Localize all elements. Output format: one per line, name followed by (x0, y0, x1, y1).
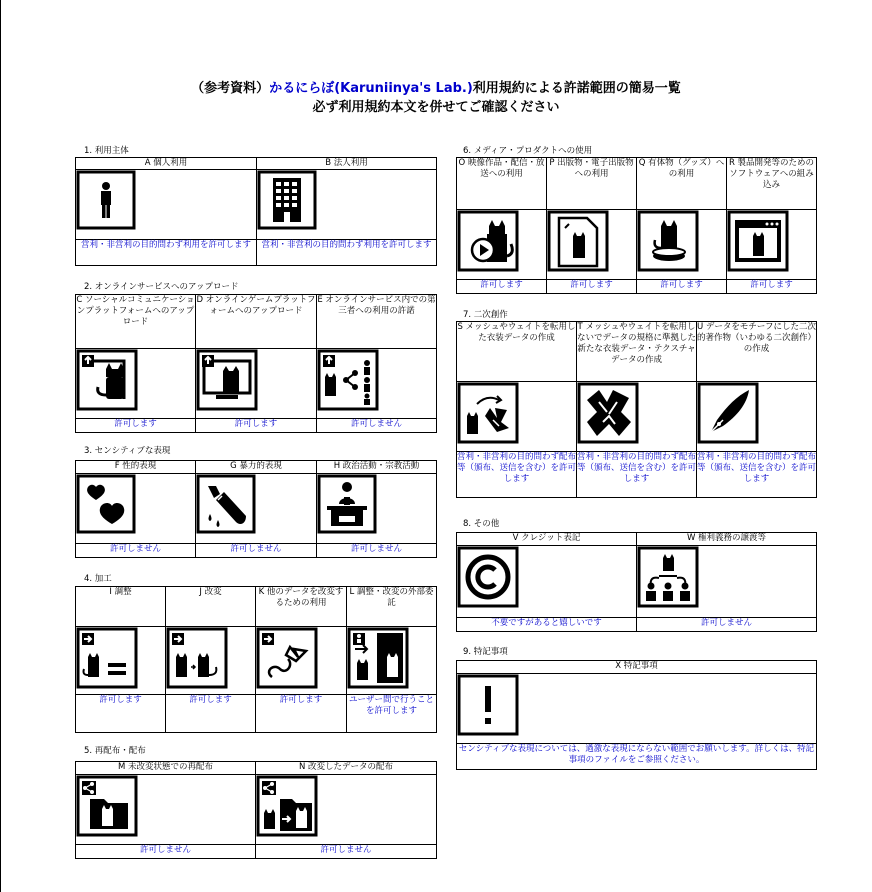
item-header: G 暴力的表現 (196, 461, 317, 474)
item-header: A 個人利用 (76, 158, 257, 170)
item-header: M 未改変状態での再配布 (76, 762, 256, 775)
item-header: Q 有体物（グッズ）への利用 (637, 158, 727, 210)
person-icon (76, 170, 256, 230)
video-cat-icon (457, 210, 546, 272)
redistribute-icon (76, 775, 255, 837)
section-title: 8. その他 (463, 519, 500, 529)
item-footer: 許可しません (76, 544, 196, 558)
item-footer: 許可しません (256, 845, 437, 859)
item-footer: 許可しません (637, 618, 817, 632)
building-icon (257, 170, 436, 230)
section-title: 6. メディア・プロダクトへの使用 (463, 146, 593, 156)
item-footer: 許可します (727, 280, 817, 294)
item-footer: 不要ですがあると嬉しいです (457, 618, 637, 632)
item-footer: 営利・非営利の目的問わず利用を許可します (257, 240, 437, 266)
item-footer: 許可します (547, 280, 637, 294)
mesh-transfer-icon (457, 382, 576, 444)
item-footer: 許可します (256, 695, 347, 733)
item-footer: 営利・非営利の目的問わず配布等（頒布、送信を含む）を許可します (697, 452, 817, 498)
item-header: V クレジット表記 (457, 533, 637, 546)
item-header: B 法人利用 (257, 158, 437, 170)
knife-icon (196, 474, 316, 534)
item-footer: 許可します (457, 280, 547, 294)
document-cat-icon (547, 210, 636, 272)
title-prefix: （参考資料） (191, 81, 270, 96)
title-suffix: 利用規約による許諾範囲の簡易一覧 (472, 81, 681, 96)
item-header: R 製品開発等のためのソフトウェアへの組み込み (727, 158, 817, 210)
item-footer: 許可します (76, 419, 196, 433)
adjust-icon (76, 627, 165, 689)
item-header: J 改変 (166, 587, 256, 627)
section-4-table (75, 586, 437, 733)
title-line-1 (0, 80, 872, 98)
item-footer: センシティブな表現については、過激な表現にならない範囲でお願いします。詳しくは、特記事項のファイルをご参照ください。 (457, 744, 817, 770)
modify-icon (166, 627, 255, 689)
item-footer: 許可しません (76, 845, 256, 859)
exclamation-icon (457, 674, 816, 736)
section-title: 9. 特記事項 (463, 647, 508, 657)
item-footer: 許可します (76, 695, 166, 733)
item-header: O 映像作品・配信・放送への利用 (457, 158, 547, 210)
item-header: I 調整 (76, 587, 166, 627)
title-line-2: 必ず利用規約本文を併せてご確認ください (312, 100, 560, 115)
item-footer: 許可します (637, 280, 727, 294)
item-footer: 許可しません (317, 544, 437, 558)
item-header: H 政治活動・宗教活動 (317, 461, 437, 474)
item-footer: 営利・非営利の目的問わず利用を許可します (76, 240, 257, 266)
hearts-icon (76, 474, 195, 534)
pen-nib-icon (697, 382, 816, 444)
section-5-table (75, 761, 437, 859)
item-header: T メッシュやウェイトを転用しないでデータの規格に準拠した新たな衣装データ・テクスチャデータの作成 (577, 322, 697, 382)
section-title: 5. 再配布・配布 (84, 746, 146, 756)
software-window-icon (727, 210, 816, 272)
section-title: 1. 利用主体 (84, 146, 129, 156)
section-title: 2. オンラインサービスへのアップロード (84, 282, 239, 292)
item-header: K 他のデータを改変するための利用 (256, 587, 347, 627)
item-header: X 特記事項 (457, 661, 817, 674)
item-footer: 許可しません (196, 544, 317, 558)
section-7-table (456, 321, 817, 498)
section-6-table (456, 157, 817, 294)
item-footer: 許可します (196, 419, 317, 433)
item-header: E オンラインサービス内での第三者への利用の許諾 (317, 295, 437, 349)
item-header: S メッシュやウェイトを転用した衣装データの作成 (457, 322, 577, 382)
outsource-icon (347, 627, 436, 689)
item-footer: 営利・非営利の目的問わず配布等（頒布、送信を含む）を許可します (457, 452, 577, 498)
item-footer: 営利・非営利の目的問わず配布等（頒布、送信を含む）を許可します (577, 452, 697, 498)
figure-cat-icon (637, 210, 726, 272)
title-lab-name: かるにらぼ(Karuniinya's Lab.) (269, 81, 473, 96)
item-header: N 改変したデータの配布 (256, 762, 437, 775)
item-header: P 出版物・電子出版物への利用 (547, 158, 637, 210)
share-users-icon (317, 349, 436, 411)
copyright-icon (457, 546, 636, 608)
section-title: 4. 加工 (84, 574, 112, 584)
transfer-rights-icon (637, 546, 816, 608)
section-8-table (456, 532, 817, 632)
section-1-table (75, 157, 437, 266)
item-footer: 許可しません (317, 419, 437, 433)
section-3-table (75, 460, 437, 558)
item-header: L 調整・改変の外部委託 (347, 587, 437, 627)
podium-icon (317, 474, 436, 534)
item-header: W 権利義務の譲渡等 (637, 533, 817, 546)
item-header: F 性的表現 (76, 461, 196, 474)
upload-screen-cat-icon (196, 349, 316, 411)
section-2-table (75, 294, 437, 433)
page-edge (0, 0, 1, 892)
section-title: 7. 二次創作 (463, 310, 508, 320)
item-footer: 許可します (166, 695, 256, 733)
upload-cat-icon (76, 349, 195, 411)
section-title: 3. センシティブな表現 (84, 446, 171, 456)
item-header: C ソーシャルコミュニケーションプラットフォームへのアップロード (76, 295, 196, 349)
distribute-modified-icon (256, 775, 436, 837)
item-header: D オンラインゲームプラットフォームへのアップロード (196, 295, 317, 349)
cloth-icon (577, 382, 696, 444)
section-9-table (456, 660, 817, 770)
modify-other-icon (256, 627, 346, 689)
item-footer: ユーザー間で行うことを許可します (347, 695, 437, 733)
item-header: U データをモチーフにした二次的著作物（いわゆる二次創作）の作成 (697, 322, 817, 382)
